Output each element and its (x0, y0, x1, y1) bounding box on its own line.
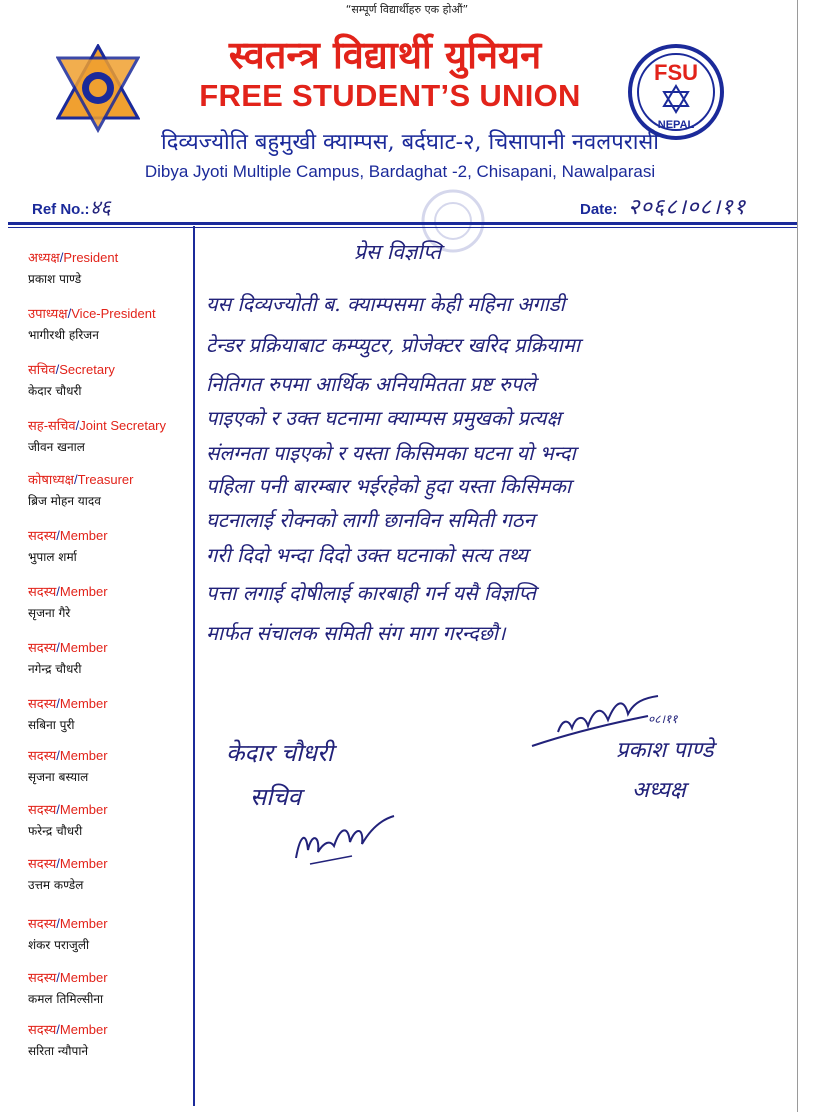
member-item: सदस्य/Member सृजना बस्याल (28, 746, 193, 785)
date-value: २०६८।०८।११ (628, 195, 747, 220)
member-name: प्रकाश पाण्डे (28, 272, 82, 286)
role-english: Member (59, 528, 108, 543)
letter-line: संलग्नता पाइएको र यस्ता किसिमका घटना यो भन्दा (206, 441, 576, 465)
role-english: Member (59, 916, 108, 931)
letter-line: घटनालाई रोक्नको लागी छानविन समिती गठन (206, 508, 535, 532)
member-item: सदस्य/Member उत्तम कण्डेल (28, 854, 193, 893)
role-nepali: सदस्य (28, 696, 57, 711)
role-nepali: सदस्य (28, 640, 57, 655)
role-nepali: अध्यक्ष (28, 250, 60, 265)
member-item: सदस्य/Member सरिता न्यौपाने (28, 1020, 193, 1059)
member-item: सदस्य/Member शंकर पराजुली (28, 914, 193, 953)
title-nepali: स्वतन्त्र विद्यार्थी युनियन (228, 32, 542, 77)
page-edge-line (797, 0, 798, 1112)
role-nepali: कोषाध्यक्ष (28, 472, 74, 487)
member-name: सृजना गैरे (28, 606, 71, 620)
role-nepali: सदस्य (28, 856, 57, 871)
president-signature-date: ०८।११ (648, 712, 678, 726)
member-name: सृजना बस्याल (28, 770, 89, 784)
sidebar-divider (193, 226, 195, 1106)
letter-line: टेन्डर प्रक्रियाबाट कम्प्युटर, प्रोजेक्टर खरिद प्रक्रियामा (206, 333, 581, 357)
fsu-logo-text: FSU (654, 60, 698, 85)
role-nepali: उपाध्यक्ष (28, 306, 68, 321)
member-joint-secretary: सह-सचिव/Joint Secretary जीवन खनाल (28, 416, 193, 455)
header-divider-thin (8, 227, 798, 228)
member-name: शंकर पराजुली (28, 938, 90, 952)
member-item: सदस्य/Member सबिना पुरी (28, 694, 193, 733)
president-signatory-name: प्रकाश पाण्डे (616, 738, 714, 763)
member-treasurer: कोषाध्यक्ष/Treasurer ब्रिज मोहन यादव (28, 470, 193, 509)
role-english: Joint Secretary (79, 418, 166, 433)
member-name: सरिता न्यौपाने (28, 1044, 89, 1058)
letter-line: नितिगत रुपमा आर्थिक अनियमितता प्रष्ट रुपले (206, 372, 536, 396)
role-english: President (63, 250, 119, 265)
letter-line: पहिला पनी बारम्बार भईरहेको हुदा यस्ता किसिमका (206, 474, 572, 498)
title-english: FREE STUDENT’S UNION (199, 78, 581, 113)
role-nepali: सदस्य (28, 1022, 57, 1037)
role-nepali: सदस्य (28, 528, 57, 543)
member-name: फरेन्द्र चौधरी (28, 824, 83, 838)
secretary-signatory-role: सचिव (250, 783, 302, 811)
role-english: Secretary (59, 362, 115, 377)
motto: “सम्पूर्ण विद्यार्थीहरु एक होऔं” (345, 3, 469, 16)
member-item: सदस्य/Member सृजना गैरे (28, 582, 193, 621)
letter-line: गरी दिदो भन्दा दिदो उक्त घटनाको सत्य तथ्य (206, 543, 528, 567)
member-president: अध्यक्ष/President प्रकाश पाण्डे (28, 248, 193, 287)
member-item: सदस्य/Member नगेन्द्र चौधरी (28, 638, 193, 677)
campus-name-english: Dibya Jyoti Multiple Campus, Bardaghat -2, Chisapani, Nawalparasi (144, 162, 656, 181)
role-english: Member (59, 640, 108, 655)
member-name: उत्तम कण्डेल (28, 878, 84, 892)
president-signatory-role: अध्यक्ष (632, 778, 686, 803)
role-english: Member (59, 584, 108, 599)
member-secretary: सचिव/Secretary केदार चौधरी (28, 360, 193, 399)
member-name: सबिना पुरी (28, 718, 75, 732)
ref-label: Ref No.: (32, 201, 90, 218)
member-name: भागीरथी हरिजन (28, 328, 99, 342)
role-english: Member (59, 1022, 108, 1037)
role-english: Member (59, 696, 108, 711)
role-nepali: सदस्य (28, 802, 57, 817)
header-divider (8, 222, 798, 225)
date-label: Date: (580, 201, 618, 218)
role-nepali: सदस्य (28, 748, 57, 763)
member-name: ब्रिज मोहन यादव (28, 494, 101, 508)
press-release-heading: प्रेस विज्ञप्ति (354, 240, 442, 264)
role-english: Member (59, 856, 108, 871)
ref-number: ४६ (90, 195, 111, 219)
role-nepali: सह-सचिव (28, 418, 76, 433)
role-english: Member (59, 802, 108, 817)
letter-line: पाइएको र उक्त घटनामा क्याम्पस प्रमुखको प्रत्यक्ष (206, 406, 561, 430)
secretary-signatory-name: केदार चौधरी (226, 739, 334, 767)
member-item: सदस्य/Member कमल तिमिल्सीना (28, 968, 193, 1007)
member-item: सदस्य/Member भुपाल शर्मा (28, 526, 193, 565)
role-nepali: सदस्य (28, 584, 57, 599)
secretary-signature (290, 806, 400, 870)
union-emblem-logo (56, 44, 140, 134)
role-english: Treasurer (77, 472, 134, 487)
letter-line: मार्फत संचालक समिती संग माग गरन्दछौ। (206, 621, 506, 645)
role-english: Member (59, 970, 108, 985)
letter-line: यस दिव्यज्योती ब. क्याम्पसमा केही महिना अगाडी (206, 292, 565, 316)
role-nepali: सचिव (28, 362, 56, 377)
member-name: भुपाल शर्मा (28, 550, 77, 564)
member-vice-president: उपाध्यक्ष/Vice-President भागीरथी हरिजन (28, 304, 193, 343)
role-english: Member (59, 748, 108, 763)
member-name: केदार चौधरी (28, 384, 82, 398)
role-nepali: सदस्य (28, 970, 57, 985)
letter-line: पत्ता लगाई दोषीलाई कारबाही गर्न यसै विज्ञप्ति (206, 581, 536, 605)
member-item: सदस्य/Member फरेन्द्र चौधरी (28, 800, 193, 839)
member-name: जीवन खनाल (28, 440, 85, 454)
nepal-logo-text: NEPAL (657, 119, 695, 131)
member-name: नगेन्द्र चौधरी (28, 662, 82, 676)
role-english: Vice-President (71, 306, 156, 321)
member-name: कमल तिमिल्सीना (28, 992, 104, 1006)
role-nepali: सदस्य (28, 916, 57, 931)
campus-name-nepali: दिव्यज्योति बहुमुखी क्याम्पस, बर्दघाट-२, चिसापानी नवलपरासी (161, 130, 659, 155)
